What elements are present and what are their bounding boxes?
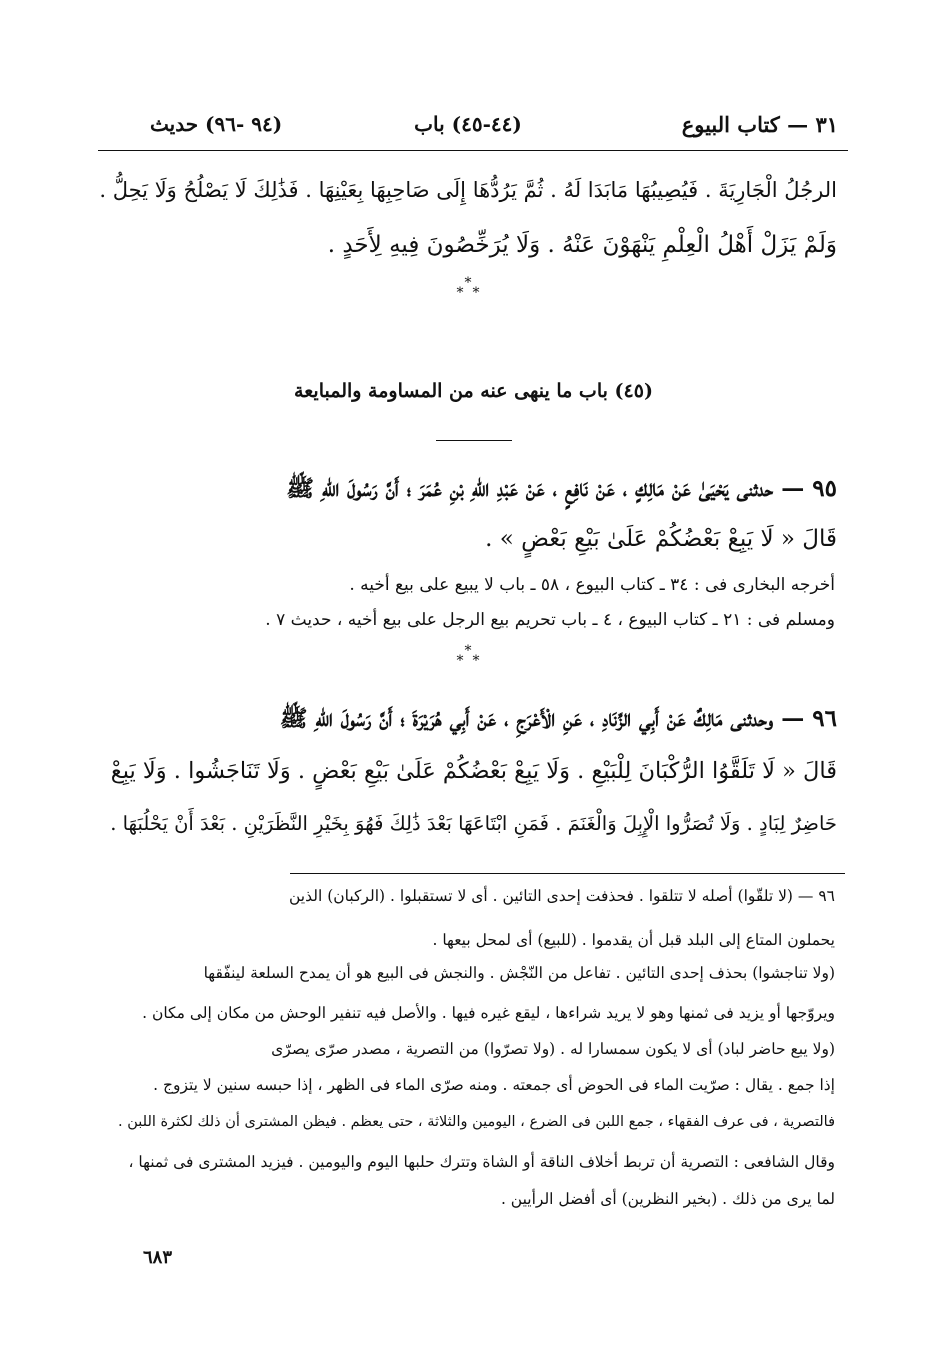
header-book-title: ٣١ — كتاب البيوع xyxy=(681,112,838,137)
hadith-95-line-2: قَالَ « لَا يَبِعْ بَعْضُكُمْ عَلَىٰ بَيْعِ بَعْضٍ » . xyxy=(485,526,837,552)
footnote-line: (ولا تناجشوا) بحذف إحدى التائين . تفاعل من النّجْش . والنجش فى البيع هو أن يمدح السلعة لينفّقها xyxy=(203,964,835,982)
hadith-95-line-1: ٩٥ — حدثنى يَحْيَىٰ عَنْ مَالِكٍ ، عَنْ نَافِعٍ ، عَنْ عَبْدِ اللهِ بْنِ عُمَرَ ؛ أَنَّ رَسُولَ اللهِ ﷺ xyxy=(286,475,837,502)
hadith-95-reference-1: أخرجه البخارى فى : ٣٤ ـ كتاب البيوع ، ٥٨ ـ باب لا يبيع على بيع أخيه . xyxy=(349,575,835,595)
footnote-line: وقال الشافعى : التصرية أن تربط أخلاف الناقة أو الشاة وتترك حلبها اليوم واليومين . فيزيد المشترى فى ثمنها ، xyxy=(128,1153,835,1171)
hadith-96-line-2: قَالَ « لَا تَلَقَّوُا الرُّكْبَانَ لِلْبَيْعِ . وَلَا يَبِعْ بَعْضُكُمْ عَلَىٰ بَيْعِ بَعْضٍ . وَلَا تَنَاجَشُوا . وَلَا يَبِعْ xyxy=(110,758,837,784)
header-rule xyxy=(98,150,848,151)
footnote-rule xyxy=(290,873,845,874)
footnote-line: يحملون المتاع إلى البلد قبل أن يقدموا . (للبيع) أى لمحل بيعها . xyxy=(432,931,835,949)
header-chapter-range: (٤٤-٤٥) باب xyxy=(414,112,522,136)
header-hadith-range: (٩٤ -٩٦) حديث xyxy=(150,112,283,136)
footnote-line: ويروّجها أو يزيد فى ثمنها وهو لا يريد شراءها ، ليقع غيره فيها . والأصل فيه تنفير الوحش من مكان إلى مكان . xyxy=(142,1004,835,1022)
hadith-96-line-1: ٩٦ — وحدثنى مَالِكٌ عَنْ أَبِي الزِّنَادِ ، عَنِ الْأَعْرَجِ ، عَنْ أَبِي هُرَيْرَةَ ؛ أَنَّ رَسُولَ اللهِ ﷺ xyxy=(279,705,837,732)
intro-line-2: وَلَمْ يَزَلْ أَهْلُ الْعِلْمِ يَنْهَوْنَ عَنْهُ . وَلَا يُرَخِّصُونَ فِيهِ لِأَحَدٍ . xyxy=(327,232,837,258)
footnote-line: فالتصرية ، فى عرف الفقهاء ، جمع اللبن فى الضرع ، اليومين والثلاثة ، حتى يعظم . فيظن المشترى أن ذلك لكثرة اللبن . xyxy=(118,1114,835,1130)
page-number: ٦٨٣ xyxy=(143,1247,173,1268)
hadith-95-reference-2: ومسلم فى : ٢١ ـ كتاب البيوع ، ٤ ـ باب تحريم بيع الرجل على بيع أخيه ، حديث ٧ . xyxy=(265,610,835,630)
footnote-line: لما يرى من ذلك . (بخير النظرين) أى أفضل الرأيين . xyxy=(500,1190,835,1208)
running-header xyxy=(98,112,838,146)
footnote-line: (ولا يبع حاضر لباد) أى لا يكون سمسارا له . (ولا تصرّوا) من التصرية ، مصدر صرّى يصرّى xyxy=(271,1040,835,1058)
hadith-96-line-3: حَاضِرٌ لِبَادٍ . وَلَا تُصَرُّوا الْإِبِلَ وَالْغَنَمَ . فَمَنِ ابْتَاعَهَا بَعْدَ ذَٰلِكَ فَهُوَ بِخَيْرِ النَّظَرَيْنِ . بَعْدَ أَنْ يَحْلُبَهَا . xyxy=(110,812,837,835)
chapter-title: (٤٥) باب ما ينهى عنه من المساومة والمبايعة xyxy=(294,380,653,402)
footnote-line: ٩٦ — (لا تلقّوا) أصله لا تتلقوا . فحذفت إحدى التائين . أى لا تستقبلوا . (الركبان) الذين xyxy=(289,887,835,905)
intro-line-1: الرجُلُ الْجَارِيَةَ . فَيُصِيبُهَا مَابَدَا لَهُ . ثُمَّ يَرُدُّهَا إِلَى صَاحِبِهَا بِعَيْنِهَا . فَذَٰلِكَ لَا يَصْلُحُ وَلَا يَحِلُّ . xyxy=(99,178,837,202)
separator-stars-1: * * * xyxy=(456,275,480,301)
chapter-rule xyxy=(436,440,512,441)
footnote-line: إذا جمع . يقال : صرّيت الماء فى الحوض أى جمعته . ومنه صرّى الماء فى الظهر ، إذا حبسه سنين لا يتزوج . xyxy=(153,1076,835,1094)
separator-stars-2: * * * xyxy=(456,643,480,669)
